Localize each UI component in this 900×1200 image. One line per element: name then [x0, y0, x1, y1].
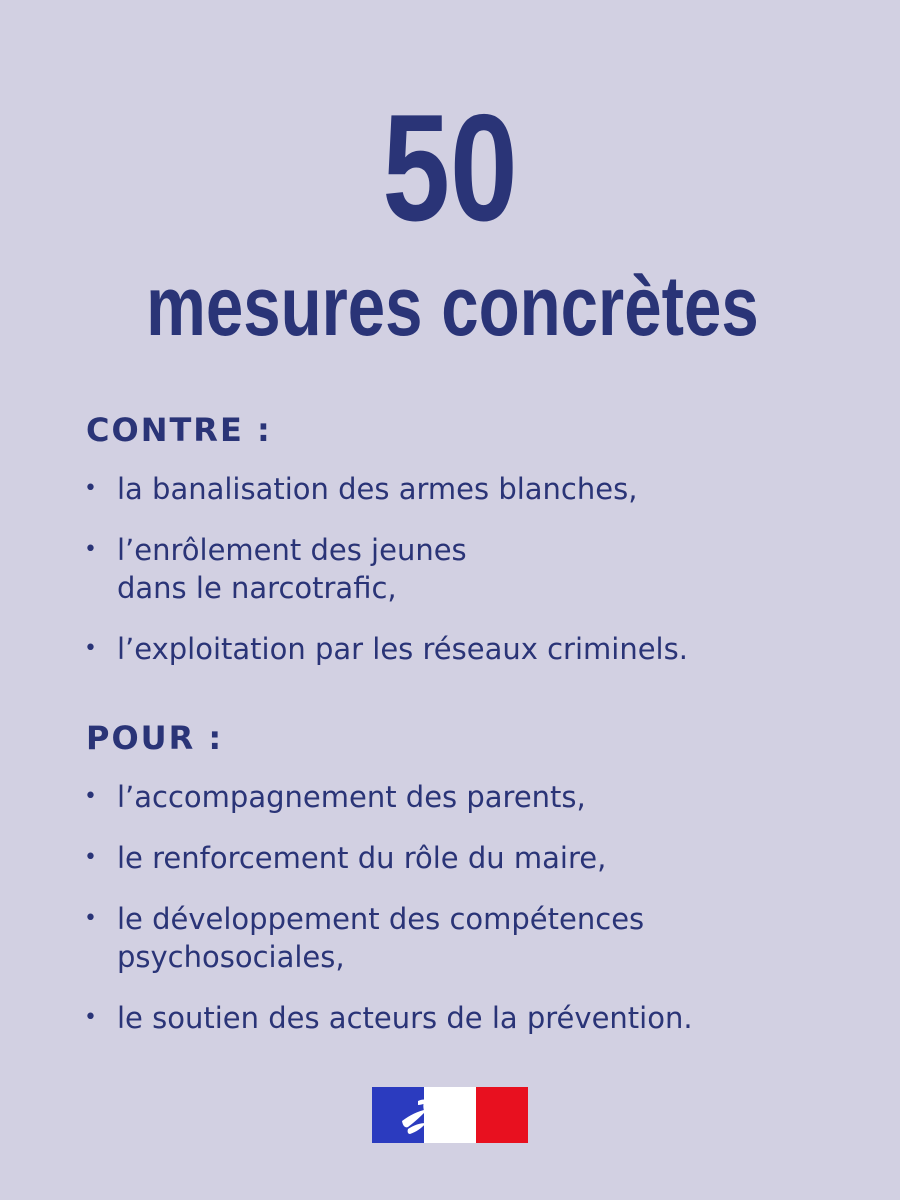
bullet-icon: • [84, 906, 97, 931]
list-item [84, 900, 874, 976]
contre-list [84, 470, 874, 691]
list-item-text: psychosociales, [117, 940, 345, 974]
pour-list [84, 778, 874, 1060]
list-item [84, 778, 874, 816]
list-item-text: dans le narcotrafic, [117, 571, 397, 605]
list-item-text: l’exploitation par les réseaux criminels. [117, 632, 688, 666]
list-item-text: le développement des compétences [117, 902, 645, 936]
bullet-icon: • [84, 476, 97, 501]
bullet-icon: • [84, 537, 97, 562]
list-item-text: le soutien des acteurs de la prévention. [117, 1001, 693, 1035]
list-item [84, 630, 874, 668]
list-item [84, 470, 874, 508]
headline-subtitle: mesures concrètes [146, 259, 759, 353]
marianne-profile-icon [372, 1087, 528, 1143]
list-item [84, 999, 874, 1037]
section-heading-pour: POUR : [86, 719, 224, 757]
list-item-text: l’accompagnement des parents, [117, 780, 586, 814]
headline-number: 50 [382, 83, 518, 253]
marianne-logo-icon [372, 1087, 528, 1143]
list-item [84, 839, 874, 877]
list-item-text: le renforcement du rôle du maire, [117, 841, 607, 875]
bullet-icon: • [84, 636, 97, 661]
list-item-text: l’enrôlement des jeunes [117, 533, 467, 567]
bullet-icon: • [84, 1005, 97, 1030]
bullet-icon: • [84, 845, 97, 870]
bullet-icon: • [84, 784, 97, 809]
list-item [84, 531, 874, 607]
list-item-text: la banalisation des armes blanches, [117, 472, 638, 506]
section-heading-contre: CONTRE : [86, 411, 272, 449]
